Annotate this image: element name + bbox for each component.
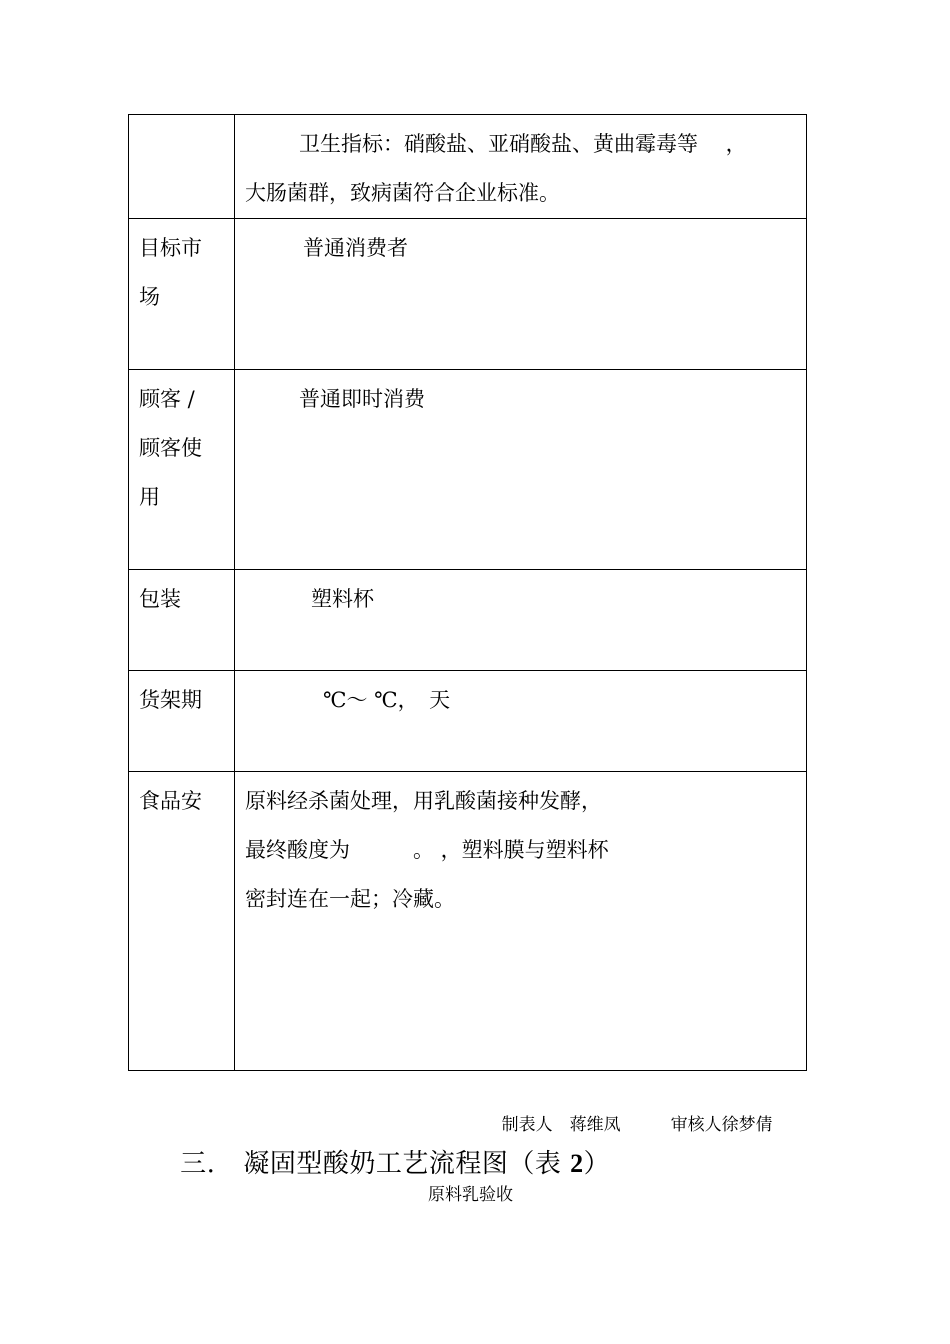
row-value: [235, 219, 807, 370]
table-row: [129, 570, 807, 671]
section-number: 三.: [180, 1149, 216, 1179]
packaging-value: 塑料杯: [311, 587, 374, 611]
row-label: 货架期: [129, 671, 235, 772]
table-row: [129, 370, 807, 570]
table-number: 2: [570, 1149, 584, 1178]
row-label: 包装: [129, 570, 235, 671]
section-title: 凝固型酸奶工艺流程图（表: [243, 1149, 571, 1179]
row-label: [129, 115, 235, 219]
row-label: 食品安: [129, 772, 235, 1071]
row-value: [235, 772, 807, 1071]
row-value: [235, 671, 807, 772]
food-safety-line-3: 密封连在一起；冷藏。: [245, 887, 455, 911]
flow-step: 原料乳验收: [428, 1185, 513, 1205]
row-value: [235, 115, 807, 219]
section-title-end: ）: [583, 1149, 611, 1179]
reviewer-name: 审核人徐梦倩: [670, 1115, 773, 1135]
section-heading: [145, 1113, 610, 1210]
preparer-name: 制表人 蒋维凤: [501, 1115, 621, 1135]
food-safety-line-1: 原料经杀菌处理，用乳酸菌接种发酵，: [245, 789, 602, 813]
customer-use-value: 普通即时消费: [299, 387, 425, 411]
shelf-life-value: ℃～ ℃， 天: [323, 688, 451, 712]
table-row: [129, 671, 807, 772]
row-label: 目标市 场: [129, 219, 235, 370]
target-market-value: 普通消费者: [303, 236, 408, 260]
hygiene-line-2: 大肠菌群，致病菌符合企业标准。: [245, 181, 560, 205]
hygiene-line-1: 卫生指标：硝酸盐、亚硝酸盐、黄曲霉毒等 ，: [299, 132, 747, 156]
table-row: [129, 115, 807, 219]
row-label: 顾客 / 顾客使 用: [129, 370, 235, 570]
table-row: [129, 219, 807, 370]
table-row: [129, 772, 807, 1071]
row-value: [235, 570, 807, 671]
row-value: [235, 370, 807, 570]
food-safety-line-2: 最终酸度为 。 ，塑料膜与塑料杯: [245, 838, 609, 862]
product-description-table: [128, 114, 807, 1071]
